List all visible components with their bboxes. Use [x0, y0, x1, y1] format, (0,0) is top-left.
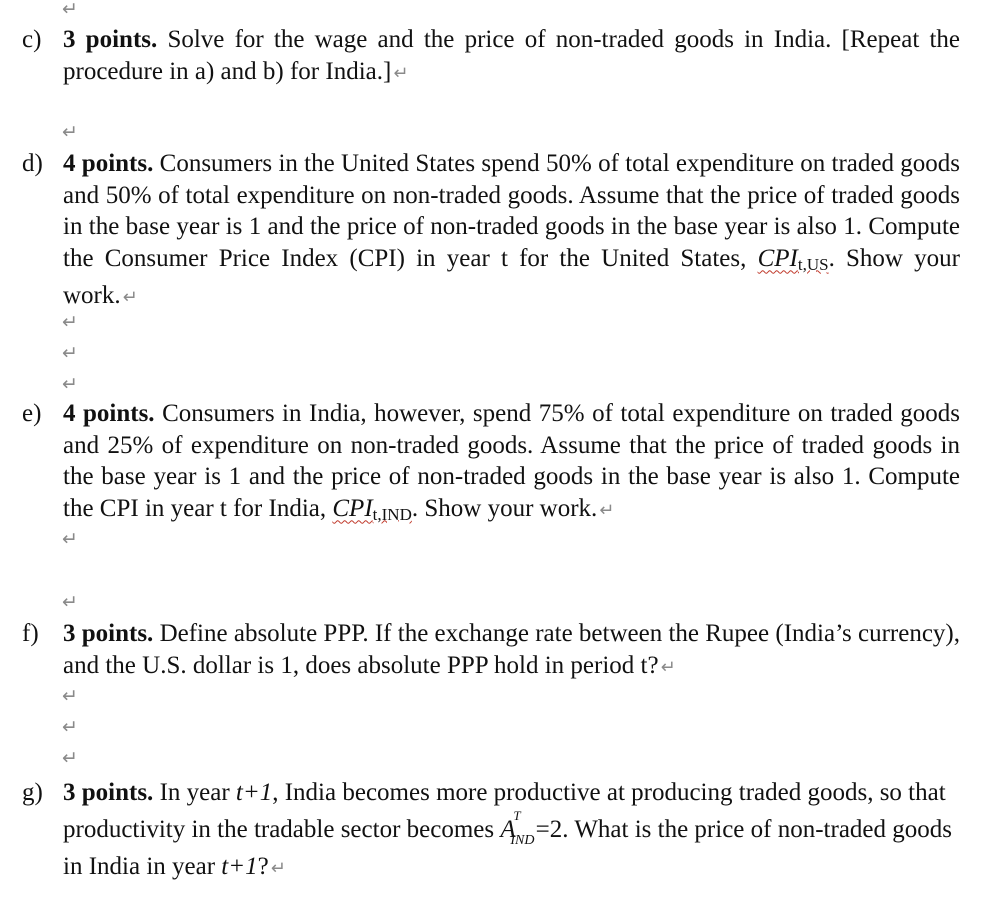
year-t-plus-1: t+1 [221, 853, 258, 880]
paragraph-mark: ↵ [62, 121, 78, 143]
question-d-tail: . Show your work. [63, 244, 960, 309]
question-e [22, 398, 960, 530]
question-g-body-c: . What is the price of non-traded goods in India in year [63, 816, 952, 880]
question-d [22, 148, 960, 314]
cpi-us-symbol: $CPI_{t,US}$ [757, 244, 829, 274]
paragraph-mark: ↵ [62, 0, 78, 20]
question-f-body: Define absolute PPP. If the exchange rate between the Rupee (India’s currency), and the U.S. dollar is 1, does absolute PPP hold in period t? [63, 620, 961, 679]
paragraph-mark: ↵ [270, 858, 286, 879]
question-e-tail: . Show your work. [411, 494, 598, 522]
question-d-body: Consumers in the United States spend 50% of total expenditure on traded goods and 50% of total expenditure on non-traded goods. Assume that the price of traded goods in the base year is 1 and the price of non-traded goods in the base year is also 1. Compute the Consumer Price Index (CPI) in year t for the United States, [63, 150, 961, 272]
paragraph-mark: ↵ [62, 311, 78, 333]
question-c-points: 3 points. [63, 26, 158, 53]
question-g-body-d: ? [257, 853, 269, 880]
question-e-points: 4 points. [63, 400, 155, 427]
question-g-points: 3 points. [63, 779, 154, 806]
question-g-text [63, 774, 960, 887]
question-d-label: d) [22, 150, 43, 177]
paragraph-mark: ↵ [62, 747, 78, 769]
paragraph-mark: ↵ [62, 373, 78, 395]
question-e-body: Consumers in India, however, spend 75% of total expenditure on traded goods and 25% of expenditure on non-traded goods. Assume that the price of traded goods in the base year is 1 and the price of non-traded goods in the base year is also 1. Compute the CPI in year t for India, [63, 400, 961, 522]
paragraph-mark: ↵ [62, 591, 78, 613]
question-e-text [63, 398, 960, 530]
question-g-body-a: In year [159, 779, 230, 806]
question-f-text [63, 618, 960, 683]
question-c-label: c) [22, 26, 42, 53]
productivity-symbol: A T IND [500, 808, 535, 848]
cpi-ind-symbol: $CPI_{t,IND}$ [332, 494, 412, 524]
year-t-plus-1: t+1 [235, 779, 273, 806]
paragraph-mark: ↵ [62, 685, 78, 707]
question-e-label: e) [22, 400, 42, 427]
paragraph-mark: ↵ [62, 342, 78, 364]
question-f-points: 3 points. [63, 620, 154, 647]
question-g-label: g) [22, 779, 43, 806]
paragraph-mark: ↵ [393, 62, 409, 84]
paragraph-mark: ↵ [122, 287, 138, 308]
paragraph-mark: ↵ [599, 499, 615, 521]
question-f [22, 618, 960, 683]
paragraph-mark: ↵ [660, 656, 676, 678]
question-c-text [63, 24, 960, 89]
question-d-points: 4 points. [63, 150, 154, 177]
question-d-text [63, 148, 960, 314]
productivity-value: =2 [535, 816, 563, 843]
question-g [22, 774, 960, 887]
question-g-body-b: , India becomes more productive at producing traded goods, so that productivity in the tradable sector becomes [63, 779, 946, 843]
question-c-body: Solve for the wage and the price of non-traded goods in India. [Repeat the procedure in a) and b) for India.] [63, 26, 961, 85]
paragraph-mark: ↵ [62, 528, 78, 550]
question-f-label: f) [22, 620, 39, 647]
question-c [22, 24, 960, 89]
paragraph-mark: ↵ [62, 716, 78, 738]
